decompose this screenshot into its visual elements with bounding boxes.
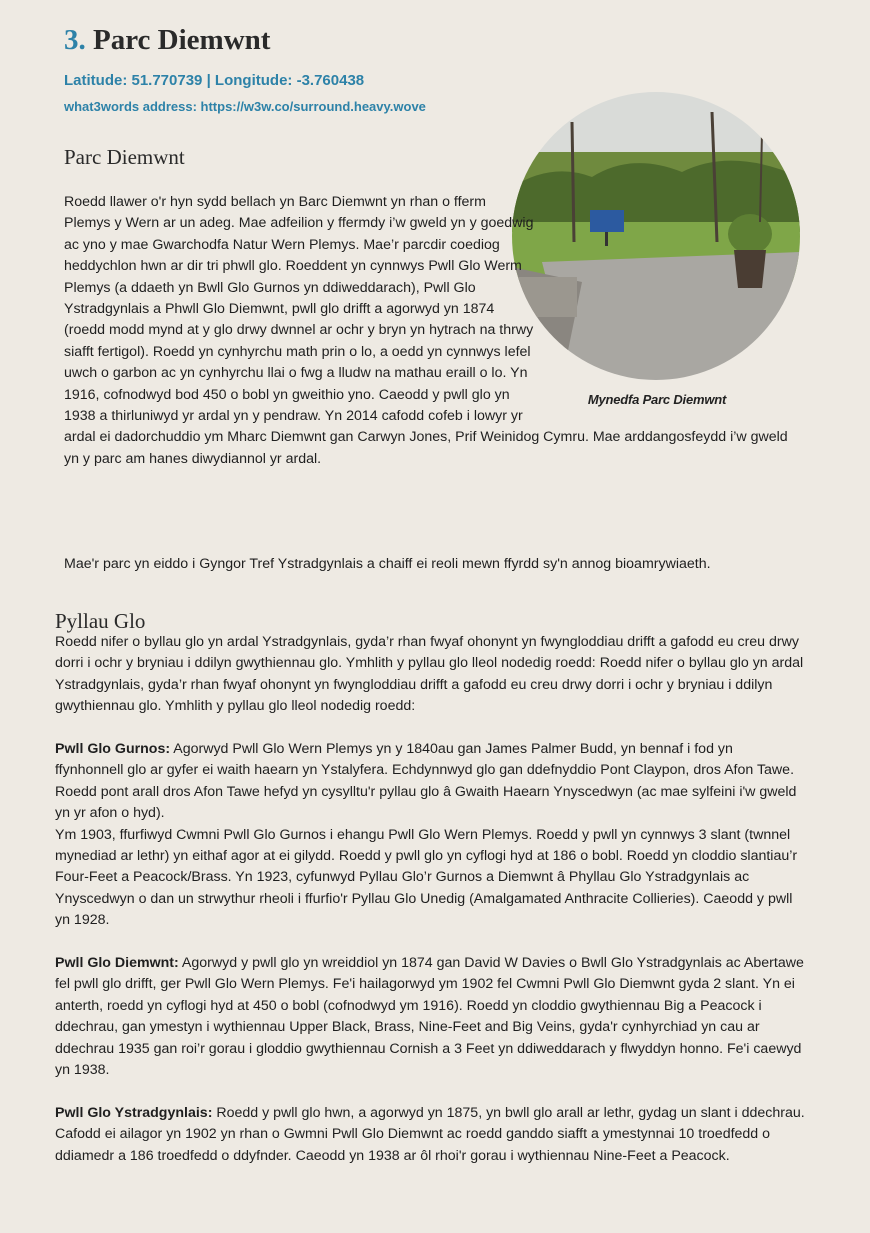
- photo-caption: Mynedfa Parc Diemwnt: [587, 392, 727, 407]
- diemwnt-text: Agorwyd y pwll glo yn wreiddiol yn 1874 gan David W Davies o Bwll Glo Ystradgynlais ac Abertawe fel pwll glo drifft, ger Pwll Glo Wern Plemys. Fe'i hailagorwyd ym 1902 fel Cwmni Pwll Glo Diemwnt gyda 2 slant. Yn ei anterth, roedd yn cyflogi hyd at 450 o bobl (cofnodwyd ym 1916). Roedd yn cloddio gwythiennau Big a Peacock i ddechrau, gan ymestyn i wythiennau Upper Black, Brass, Nine-Feet and Big Veins, gyda'r cynhyrchiad yn cau ar ddechrau 1935 gan roi’r gorau i gloddio gwythiennau Cornish a 3 Feet yn ddiweddarach y flwyddyn honno. Fe'i caewyd yn 1938.: [55, 955, 804, 1079]
- ystrad-text: Roedd y pwll glo hwn, a agorwyd yn 1875, yn bwll glo arall ar lethr, gydag un slant i ddechrau. Cafodd ei ailagor yn 1902 yn rhan o Gwmni Pwll Glo Diemwnt ac roedd ganddo siafft a ymestynnai 10 troedfedd o ddiamedr a 186 troedfedd o ddyfnder. Caeodd yn 1938 ar ôl rhoi'r gorau i wythiennau Nine-Feet a Peacock.: [55, 1104, 805, 1164]
- gurnos-label: Pwll Glo Gurnos:: [55, 741, 171, 758]
- gurnos-paragraph: [55, 739, 805, 825]
- diemwnt-label: Pwll Glo Diemwnt:: [55, 955, 179, 972]
- collieries-intro: Roedd nifer o byllau glo yn ardal Ystradgynlais, gyda’r rhan fwyaf ohonynt yn fwyngloddiau drifft a gafodd eu creu drwy dorri i ochr y bryniau i ddilyn gwythiennau glo. Ymhlith y pyllau glo lleol nodedig roedd: Roedd nifer o byllau glo yn ardal Ystradgynlais, gyda’r rhan fwyaf ohonynt yn fwyngloddiau drifft a gafodd eu creu drwy dorri i ochr y bryniau i ddilyn gwythiennau glo. Ymhlith y pyllau glo lleol nodedig roedd:: [55, 634, 804, 715]
- title-text: Parc Diemwnt: [93, 24, 271, 56]
- ystrad-label: Pwll Glo Ystradgynlais:: [55, 1104, 213, 1121]
- section-heading-pyllau: Pyllau Glo: [55, 609, 146, 633]
- gurnos-text: Agorwyd Pwll Glo Wern Plemys yn y 1840au gan James Palmer Budd, yn bennaf i fod yn ffynhonnell glo ar gyfer ei waith haearn yn Ystalyfera. Echdynnwyd glo gan ddefnyddio Pont Claypon, dros Afon Tawe. Roedd pont arall dros Afon Tawe hefyd yn cysylltu'r pyllau glo â Gwaith Haearn Ynyscedwyn (ac mae sylfeini i'w gweld yn yr afon o hyd).: [55, 741, 797, 822]
- section-heading-parc: Parc Diemwnt: [64, 145, 185, 169]
- intro-text: Roedd llawer o'r hyn sydd bellach yn Barc Diemwnt yn rhan o fferm Plemys y Wern ar un adeg. Mae adfeilion y ffermdy i’w gweld yn y goedwig ac yno y mae Gwarchodfa Natur Wern Plemys. Mae’r parcdir coediog heddychlon hwn ar dir tri phwll glo. Roeddent yn cynnwys Pwll Glo Werm Plemys (a ddaeth yn Bwll Glo Gurnos yn ddiweddarach), Pwll Glo Ystradgynlais a Phwll Glo Diemwnt, pwll glo drifft a agorwyd yn 1874 (roedd modd mynd at y glo drwy dwnnel ar ochr y bryn yn hytrach na thrwy siafft fertigol). Roedd yn cynhyrchu math prin o lo, a oedd yn cynnwys lefel uwch o garbon ac yn cynhyrchu llai o fwg a lludw na mathau eraill o lo. Yn 1916, cofnodwyd bod 450 o bobl yn gweithio yno. Caeodd y pwll glo yn 1938 a thirluniwyd yr ardal yn y pendraw. Yn 2014 cafodd cofeb i lowyr yr ardal ei dadorchuddio ym Mharc Diemwnt gan Carwyn Jones, Prif Weinidog Cymru. Mae arddangosfeydd i’w gweld yn y parc am hanes diwydiannol yr ardal.: [64, 194, 788, 467]
- intro-paragraph: [64, 192, 794, 470]
- what3words-address: what3words address: https://w3w.co/surround.heavy.wove: [64, 99, 426, 114]
- collieries-section: [55, 632, 805, 1189]
- ownership-paragraph: Mae'r parc yn eiddo i Gyngor Tref Ystradgynlais a chaiff ei reoli mewn ffyrdd sy'n annog bioamrywiaeth.: [64, 556, 711, 572]
- section-number: 3.: [64, 24, 86, 56]
- coordinates: Latitude: 51.770739 | Longitude: -3.760438: [64, 72, 365, 89]
- page-title: [64, 24, 270, 57]
- diemwnt-paragraph: [55, 953, 805, 1081]
- gurnos-paragraph-2: Ym 1903, ffurfiwyd Cwmni Pwll Glo Gurnos i ehangu Pwll Glo Wern Plemys. Roedd y pwll yn cynnwys 3 slant (twnnel mynediad ar lethr) yn eithaf agor at ei gilydd. Roedd y pwll glo yn cyflogi hyd at 186 o bobl. Roedd yn cloddio slantiau’r Four-Feet a Peacock/Brass. Yn 1923, cyfunwyd Pyllau Glo’r Gurnos a Diemwnt â Phyllau Glo Ystradgynlais ac Ynyscedwyn o dan un strwythur rheoli i ffurfio'r Pyllau Glo Unedig (Amalgamated Anthracite Collieries). Caeodd y pwll yn 1928.: [55, 826, 798, 929]
- ystrad-paragraph: [55, 1103, 805, 1167]
